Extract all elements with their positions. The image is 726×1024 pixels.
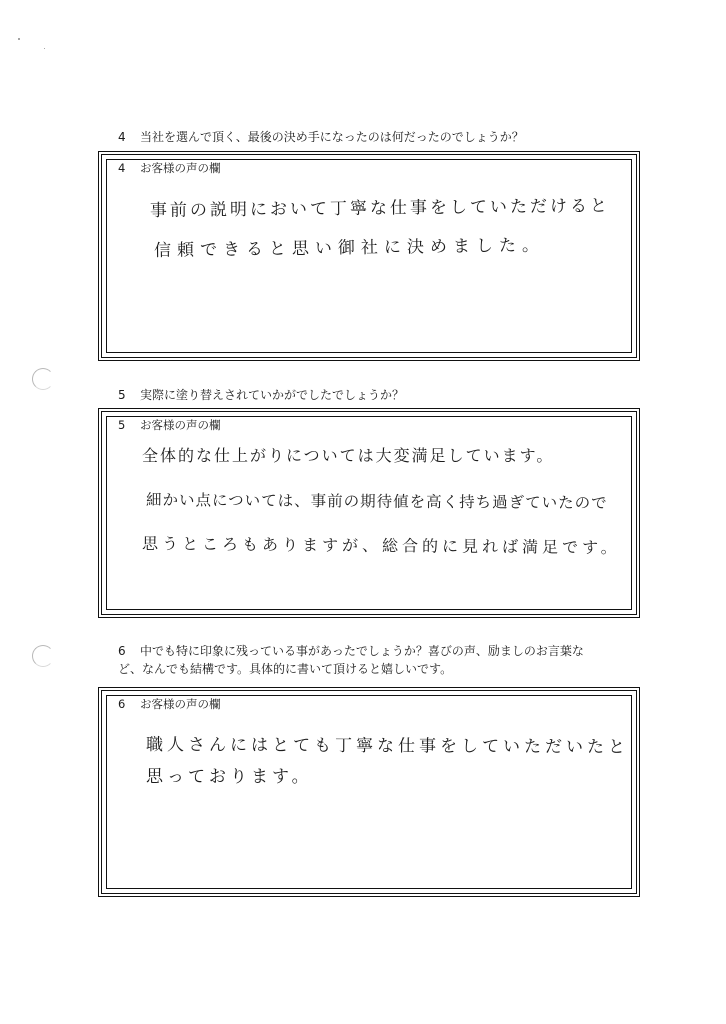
answer-box-number: 6 xyxy=(118,697,126,711)
answer-box-header xyxy=(118,160,221,176)
question-6 xyxy=(118,642,638,678)
question-text: 実際に塗り替えされていかがでしたでしょうか？ xyxy=(140,388,405,402)
answer-box-title: お客様の声の欄 xyxy=(140,161,221,175)
question-number: 5 xyxy=(118,388,126,402)
answer-box-title: お客様の声の欄 xyxy=(140,418,221,432)
answer-box-number: 4 xyxy=(118,161,126,175)
question-5 xyxy=(118,386,638,404)
answer-box-title: お客様の声の欄 xyxy=(140,697,221,711)
handwritten-answer-line: 職人さんにはとても丁寧な仕事をしていただいたと xyxy=(145,735,630,758)
question-text: 当社を選んで頂く、最後の決め手になったのは何だったのでしょうか？ xyxy=(140,130,524,144)
question-number: 6 xyxy=(118,644,126,658)
question-text-line2: ど、なんでも結構です。具体的に書いて頂けると嬉しいです。 xyxy=(118,662,453,676)
answer-box-5 xyxy=(98,408,640,618)
handwritten-answer-line: 思うところもありますが、総合的に見れば満足です。 xyxy=(141,534,621,558)
handwritten-answer-line: 思っております。 xyxy=(146,767,313,787)
handwritten-answer-line: 全体的な仕上がりについては大変満足しています。 xyxy=(142,446,555,465)
question-number: 4 xyxy=(118,130,126,144)
answer-box-6 xyxy=(98,687,640,897)
handwritten-answer-line: 信頼できると思い御社に決めました。 xyxy=(153,235,546,261)
scan-speck xyxy=(44,48,45,49)
scan-speck xyxy=(18,38,20,40)
answer-box-number: 5 xyxy=(118,418,126,432)
question-4 xyxy=(118,128,638,146)
answer-box-4 xyxy=(98,151,640,361)
answer-box-header xyxy=(118,417,221,433)
punch-hole-mark xyxy=(32,368,54,390)
answer-box-header xyxy=(118,696,221,712)
punch-hole-mark xyxy=(32,645,54,667)
handwritten-answer-line: 事前の説明において丁寧な仕事をしていただけると xyxy=(149,196,611,221)
handwritten-answer-line: 細かい点については、事前の期待値を高く持ち過ぎていたので xyxy=(145,491,608,513)
question-text: 中でも特に印象に残っている事があったでしょうか？喜びの声、励ましのお言葉な xyxy=(140,644,584,658)
